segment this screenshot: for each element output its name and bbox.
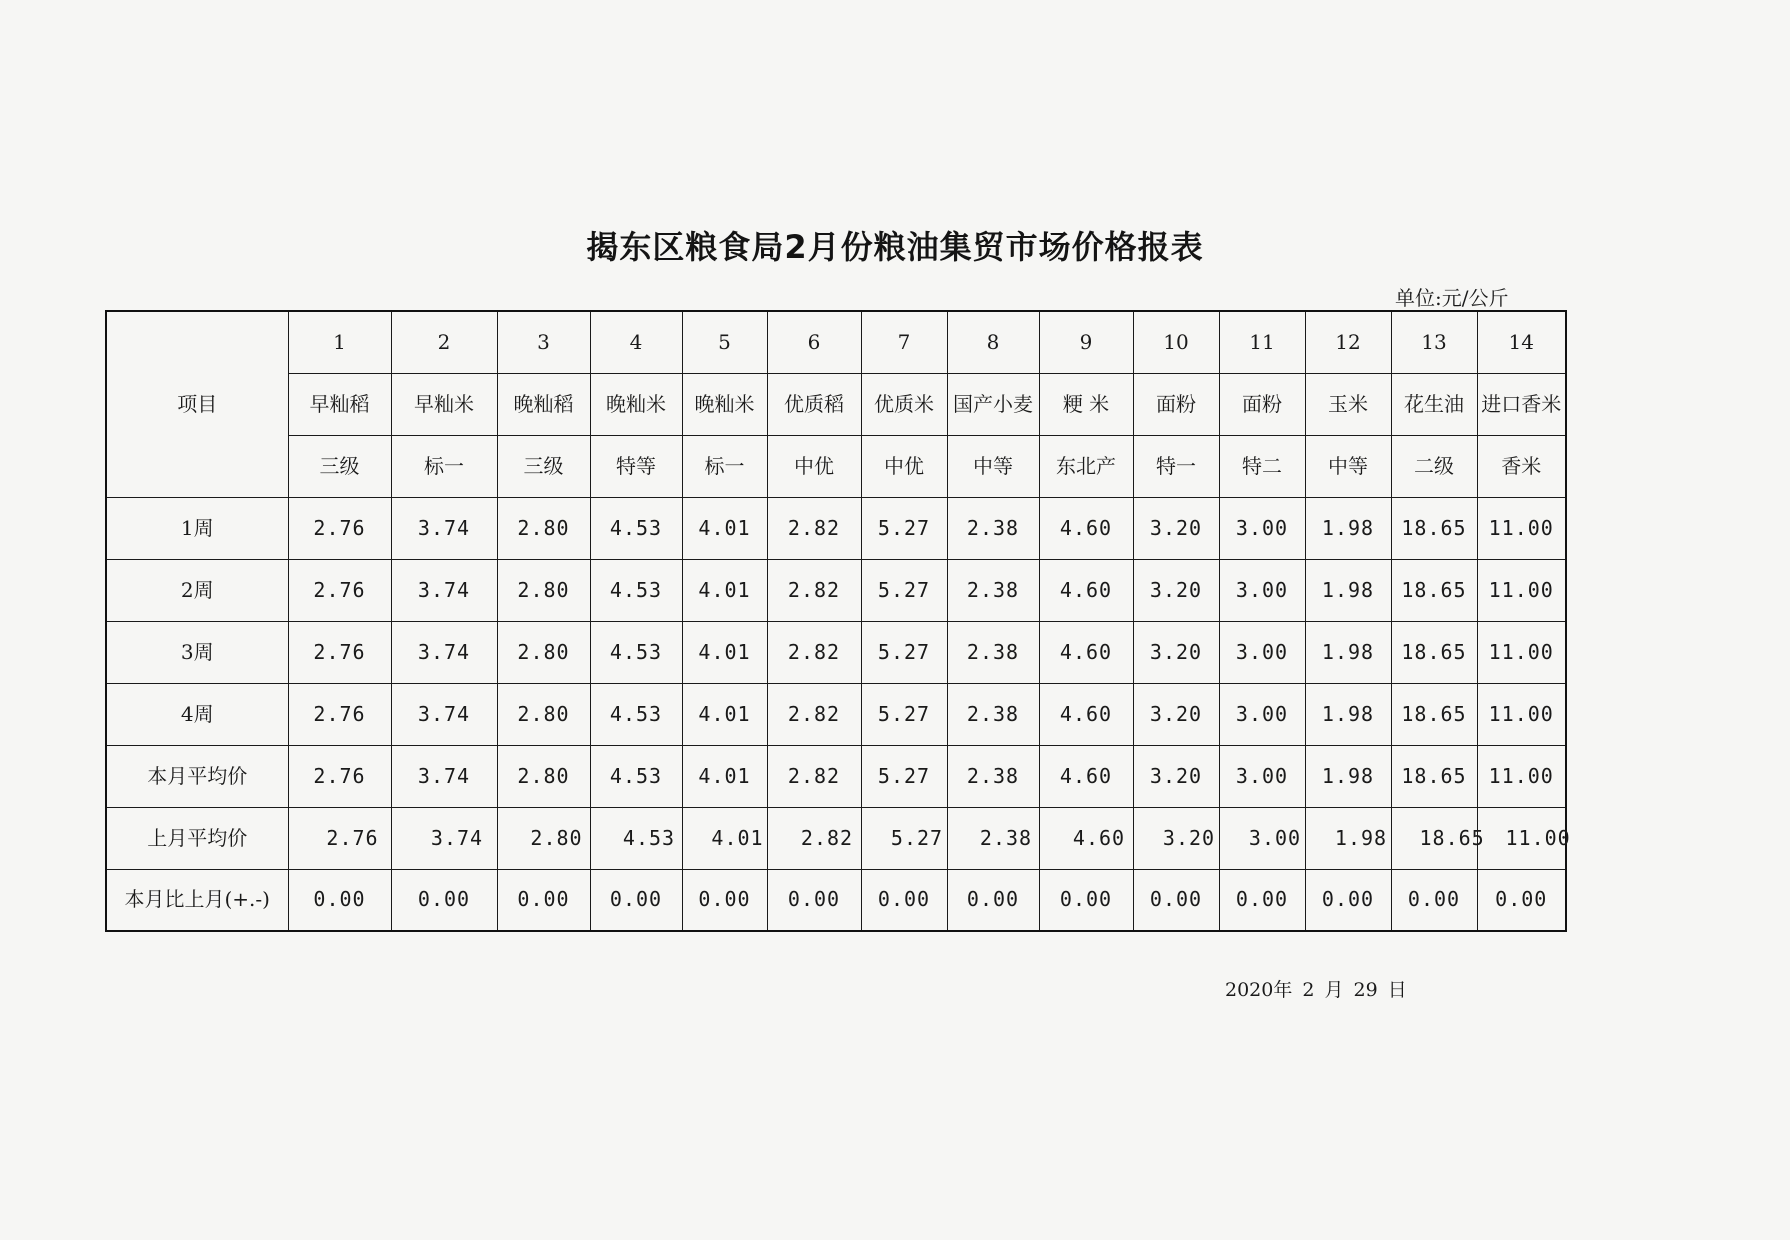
price-cell: 2.38 [947, 621, 1039, 683]
product-name: 晚籼米 [590, 373, 682, 435]
price-cell: 4.53 [590, 807, 682, 869]
column-number: 9 [1039, 311, 1133, 373]
price-cell: 3.74 [391, 621, 497, 683]
price-cell: 2.76 [288, 683, 391, 745]
product-grade: 特一 [1133, 435, 1219, 497]
column-number: 10 [1133, 311, 1219, 373]
product-name: 花生油 [1391, 373, 1477, 435]
table-row [106, 559, 1566, 621]
table-row [106, 745, 1566, 807]
price-cell: 18.65 [1391, 807, 1477, 869]
price-cell: 3.00 [1219, 497, 1305, 559]
price-cell: 0.00 [1219, 869, 1305, 931]
column-number: 11 [1219, 311, 1305, 373]
price-cell: 2.38 [947, 807, 1039, 869]
column-number: 3 [497, 311, 590, 373]
price-cell: 4.01 [682, 621, 767, 683]
price-cell: 11.00 [1477, 683, 1566, 745]
price-cell: 0.00 [1039, 869, 1133, 931]
price-cell: 4.53 [590, 621, 682, 683]
price-cell: 3.00 [1219, 807, 1305, 869]
price-cell: 3.20 [1133, 497, 1219, 559]
price-cell: 11.00 [1477, 621, 1566, 683]
price-cell: 0.00 [1477, 869, 1566, 931]
report-title: 揭东区粮食局2月份粮油集贸市场价格报表 [586, 228, 1204, 266]
price-cell: 4.53 [590, 497, 682, 559]
price-cell: 4.01 [682, 497, 767, 559]
price-cell: 4.60 [1039, 683, 1133, 745]
price-cell: 2.82 [767, 683, 861, 745]
price-cell: 2.38 [947, 559, 1039, 621]
price-cell: 4.53 [590, 559, 682, 621]
price-cell: 0.00 [1305, 869, 1391, 931]
product-name: 面粉 [1133, 373, 1219, 435]
column-number: 13 [1391, 311, 1477, 373]
price-cell: 3.20 [1133, 807, 1219, 869]
row-label: 3周 [106, 621, 288, 683]
header-row-grades [106, 435, 1566, 497]
row-label: 4周 [106, 683, 288, 745]
product-name: 晚籼稻 [497, 373, 590, 435]
row-label: 本月比上月(+.-) [106, 869, 288, 931]
price-cell: 4.01 [682, 683, 767, 745]
price-cell: 11.00 [1477, 497, 1566, 559]
price-cell: 3.74 [391, 683, 497, 745]
product-name: 国产小麦 [947, 373, 1039, 435]
price-cell: 0.00 [1133, 869, 1219, 931]
unit-label: 单位:元/公斤 [1395, 286, 1509, 310]
product-grade: 中等 [1305, 435, 1391, 497]
report-date: 2020年 2 月 29 日 [1225, 979, 1407, 1001]
column-number: 4 [590, 311, 682, 373]
price-cell: 18.65 [1391, 745, 1477, 807]
price-cell: 2.76 [288, 807, 391, 869]
product-grade: 香米 [1477, 435, 1566, 497]
price-cell: 1.98 [1305, 497, 1391, 559]
row-label: 2周 [106, 559, 288, 621]
product-grade: 特等 [590, 435, 682, 497]
table-row [106, 683, 1566, 745]
price-cell: 5.27 [861, 745, 947, 807]
price-cell: 4.01 [682, 807, 767, 869]
row-label: 上月平均价 [106, 807, 288, 869]
product-name: 玉米 [1305, 373, 1391, 435]
price-cell: 5.27 [861, 807, 947, 869]
price-cell: 4.53 [590, 745, 682, 807]
product-grade: 特二 [1219, 435, 1305, 497]
table-row [106, 869, 1566, 931]
price-cell: 3.74 [391, 745, 497, 807]
price-cell: 5.27 [861, 621, 947, 683]
price-cell: 2.38 [947, 683, 1039, 745]
price-cell: 0.00 [767, 869, 861, 931]
price-cell: 5.27 [861, 683, 947, 745]
price-cell: 3.74 [391, 497, 497, 559]
price-cell: 3.74 [391, 559, 497, 621]
product-grade: 标一 [682, 435, 767, 497]
price-cell: 2.80 [497, 683, 590, 745]
price-cell: 18.65 [1391, 621, 1477, 683]
price-cell: 3.20 [1133, 621, 1219, 683]
price-cell: 2.76 [288, 745, 391, 807]
price-cell: 3.00 [1219, 745, 1305, 807]
price-cell: 0.00 [682, 869, 767, 931]
column-number: 14 [1477, 311, 1566, 373]
price-cell: 4.60 [1039, 559, 1133, 621]
price-cell: 0.00 [590, 869, 682, 931]
price-cell: 4.60 [1039, 621, 1133, 683]
price-cell: 18.65 [1391, 497, 1477, 559]
price-cell: 4.60 [1039, 745, 1133, 807]
price-cell: 3.00 [1219, 559, 1305, 621]
price-cell: 0.00 [861, 869, 947, 931]
product-name: 粳 米 [1039, 373, 1133, 435]
header-row-products [106, 373, 1566, 435]
price-cell: 3.20 [1133, 745, 1219, 807]
price-cell: 1.98 [1305, 745, 1391, 807]
product-grade: 标一 [391, 435, 497, 497]
price-cell: 2.38 [947, 497, 1039, 559]
price-cell: 2.76 [288, 559, 391, 621]
product-name: 面粉 [1219, 373, 1305, 435]
price-cell: 0.00 [1391, 869, 1477, 931]
product-grade: 中优 [861, 435, 947, 497]
table-row [106, 621, 1566, 683]
column-number: 7 [861, 311, 947, 373]
price-cell: 2.76 [288, 497, 391, 559]
price-cell: 1.98 [1305, 683, 1391, 745]
price-cell: 0.00 [391, 869, 497, 931]
price-cell: 0.00 [288, 869, 391, 931]
price-cell: 1.98 [1305, 621, 1391, 683]
column-number: 8 [947, 311, 1039, 373]
price-cell: 11.00 [1477, 745, 1566, 807]
product-name: 晚籼米 [682, 373, 767, 435]
row-label: 1周 [106, 497, 288, 559]
price-table [105, 310, 1571, 932]
price-cell: 3.20 [1133, 683, 1219, 745]
price-cell: 2.82 [767, 559, 861, 621]
price-cell: 3.00 [1219, 621, 1305, 683]
price-cell: 3.20 [1133, 559, 1219, 621]
price-cell: 11.00 [1477, 807, 1566, 869]
product-name: 优质米 [861, 373, 947, 435]
price-cell: 18.65 [1391, 559, 1477, 621]
price-cell: 2.38 [947, 745, 1039, 807]
product-grade: 中等 [947, 435, 1039, 497]
price-cell: 4.60 [1039, 497, 1133, 559]
price-cell: 2.82 [767, 621, 861, 683]
price-cell: 0.00 [947, 869, 1039, 931]
table-row [106, 807, 1566, 869]
column-number: 2 [391, 311, 497, 373]
price-cell: 1.98 [1305, 559, 1391, 621]
product-name: 早籼米 [391, 373, 497, 435]
price-cell: 2.80 [497, 621, 590, 683]
price-cell: 4.01 [682, 559, 767, 621]
row-label: 本月平均价 [106, 745, 288, 807]
price-cell: 0.00 [497, 869, 590, 931]
product-grade: 三级 [288, 435, 391, 497]
table-row [106, 497, 1566, 559]
product-grade: 二级 [1391, 435, 1477, 497]
price-cell: 18.65 [1391, 683, 1477, 745]
price-cell: 4.53 [590, 683, 682, 745]
price-cell: 2.82 [767, 807, 861, 869]
price-cell: 2.76 [288, 621, 391, 683]
corner-label: 项目 [106, 311, 288, 497]
header-row-numbers [106, 311, 1566, 373]
price-cell: 2.80 [497, 497, 590, 559]
price-cell: 2.82 [767, 745, 861, 807]
price-cell: 5.27 [861, 559, 947, 621]
price-cell: 11.00 [1477, 559, 1566, 621]
column-number: 5 [682, 311, 767, 373]
price-cell: 5.27 [861, 497, 947, 559]
price-cell: 2.80 [497, 807, 590, 869]
price-cell: 2.82 [767, 497, 861, 559]
price-cell: 3.74 [391, 807, 497, 869]
price-cell: 1.98 [1305, 807, 1391, 869]
column-number: 1 [288, 311, 391, 373]
price-cell: 4.60 [1039, 807, 1133, 869]
product-name: 早籼稻 [288, 373, 391, 435]
price-cell: 4.01 [682, 745, 767, 807]
column-number: 6 [767, 311, 861, 373]
column-number: 12 [1305, 311, 1391, 373]
price-cell: 3.00 [1219, 683, 1305, 745]
product-name: 进口香米 [1477, 373, 1566, 435]
product-name: 优质稻 [767, 373, 861, 435]
price-cell: 2.80 [497, 559, 590, 621]
product-grade: 东北产 [1039, 435, 1133, 497]
product-grade: 中优 [767, 435, 861, 497]
price-cell: 2.80 [497, 745, 590, 807]
product-grade: 三级 [497, 435, 590, 497]
